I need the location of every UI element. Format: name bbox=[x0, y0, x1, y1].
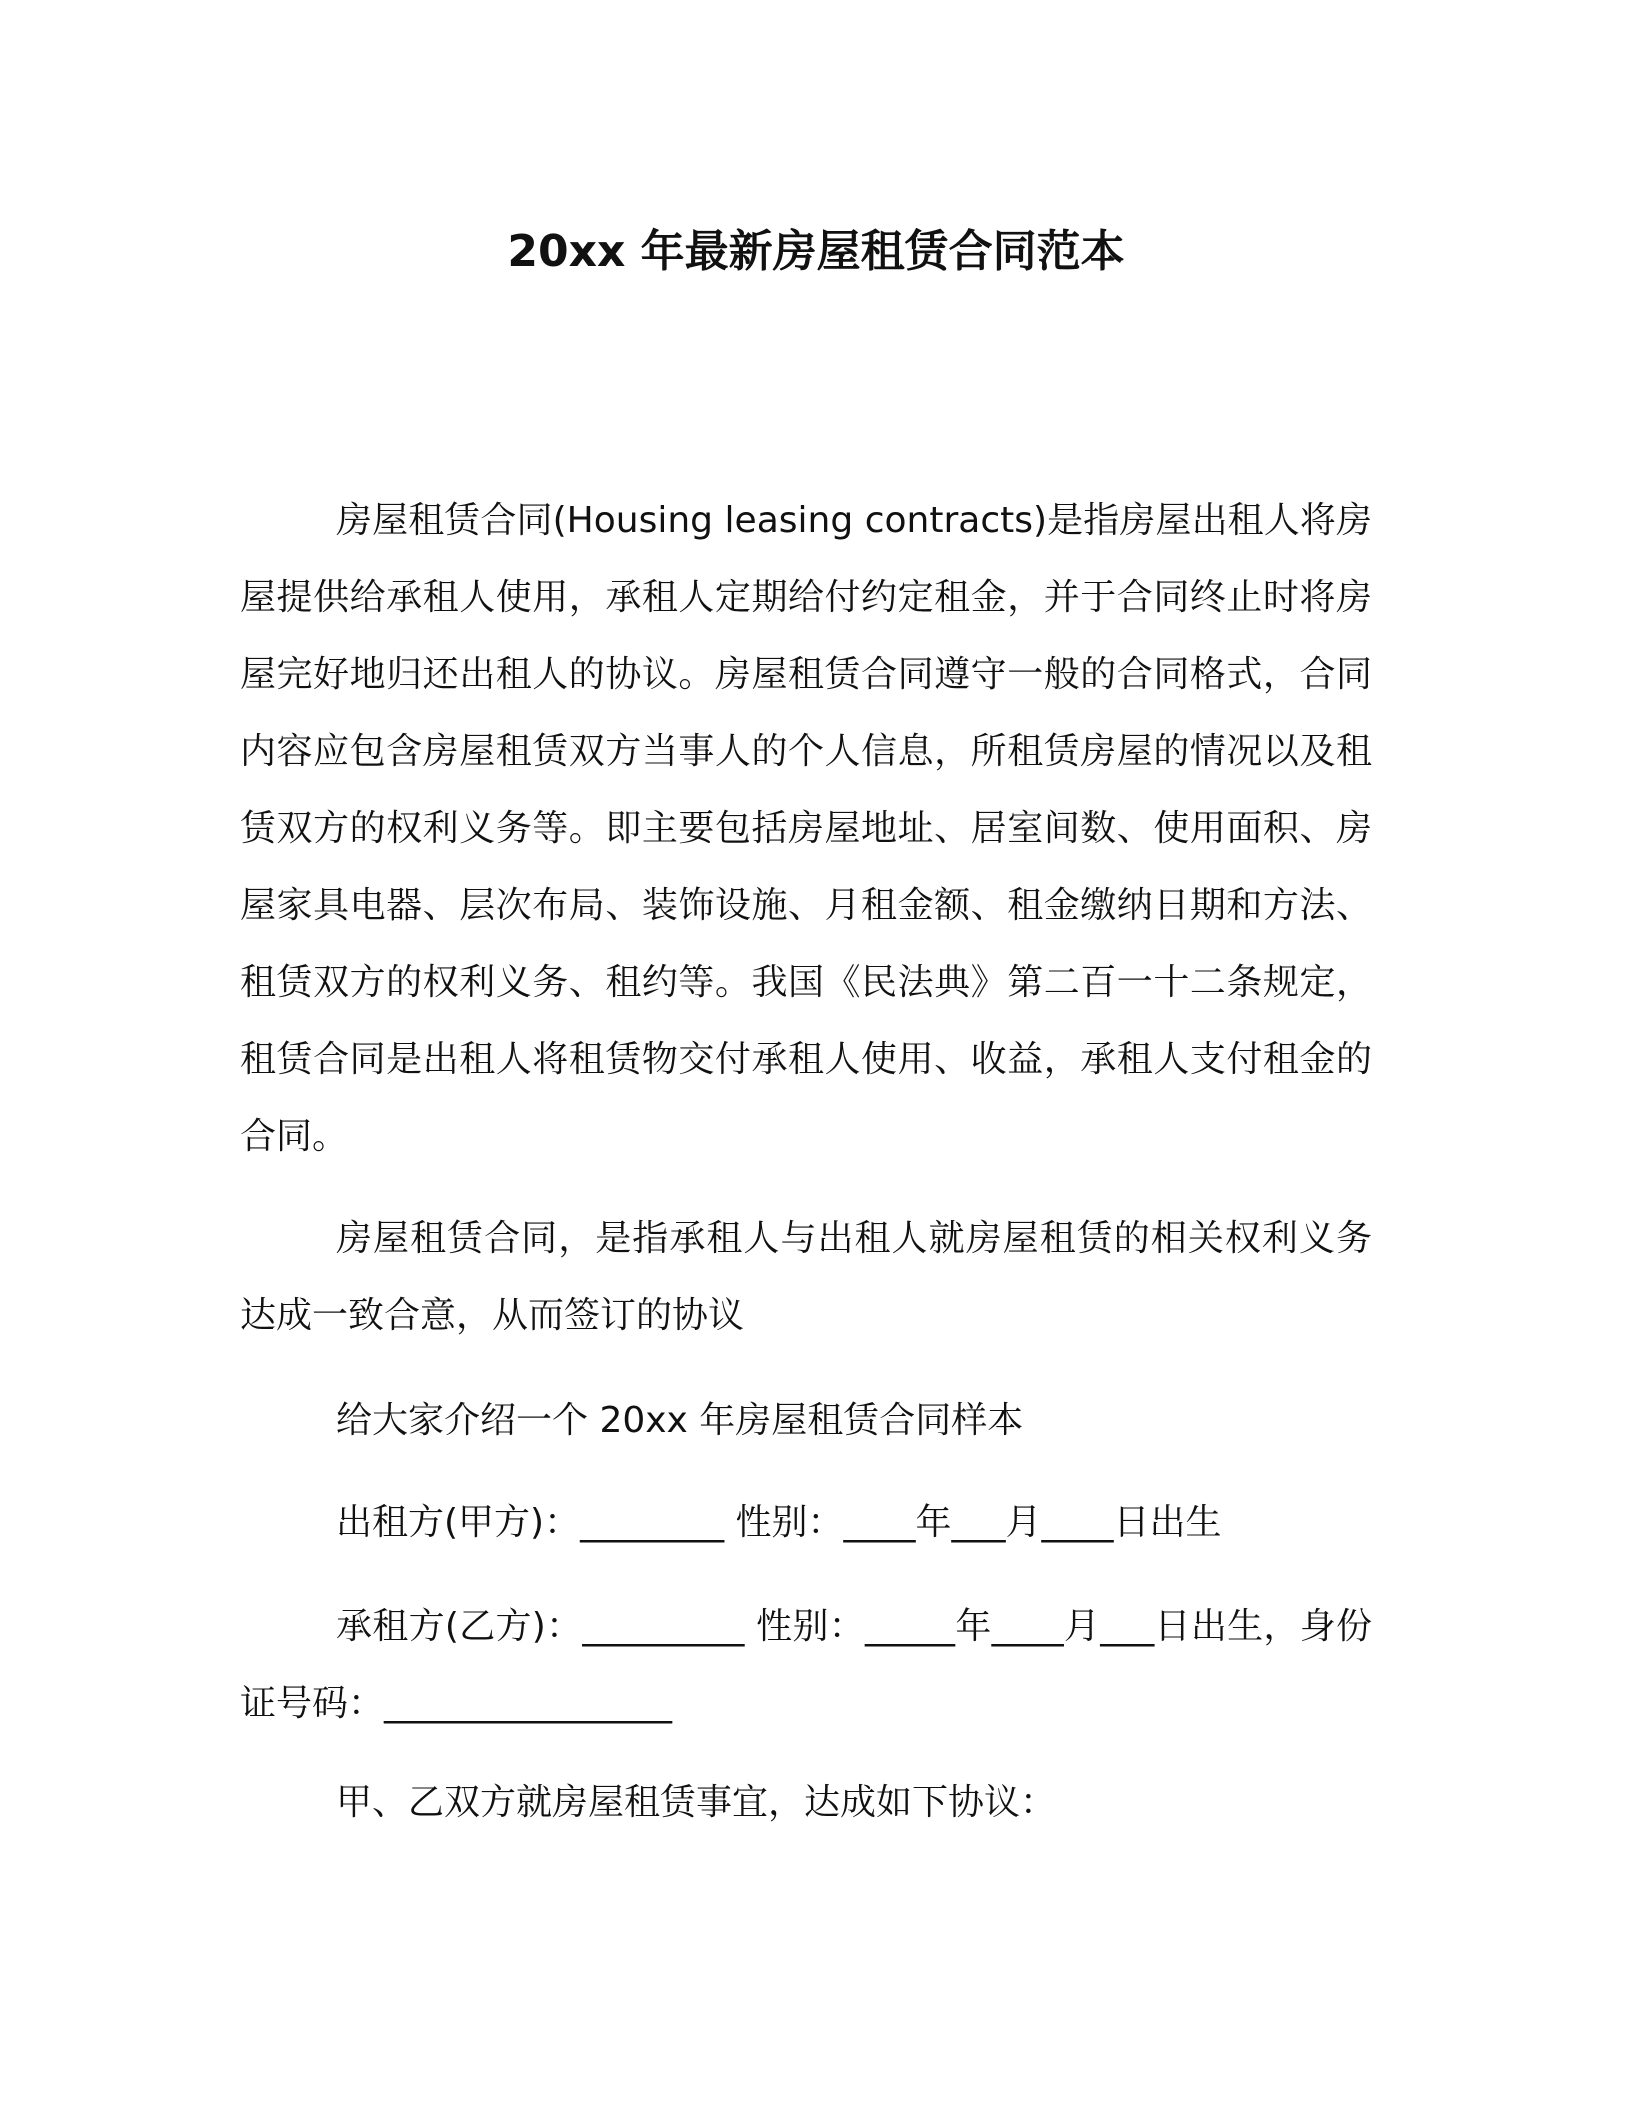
paragraph-summary: 房屋租赁合同，是指承租人与出租人就房屋租赁的相关权利义务达成一致合意，从而签订的协议 bbox=[240, 1218, 1372, 1336]
paragraph-intro: 给大家介绍一个 20xx 年房屋租赁合同样本 bbox=[336, 1400, 1024, 1441]
paragraph-definition: 房屋租赁合同(Housing leasing contracts)是指房屋出租人将房屋提供给承租人使用，承租人定期给付约定租金，并于合同终止时将房屋完好地归还出租人的协议。房屋租赁合同遵守一般的合同格式，合同内容应包含房屋租赁双方当事人的个人信息，所租赁房屋的情况以及租赁双方的权利义务等。即主要包括房屋地址、居室间数、使用面积、房屋家具电器、层次布局、装饰设施、月租金额、租金缴纳日期和方法、租赁双方的权利义务、租约等。我国《民法典》第二百一十二条规定，租赁合同是出租人将租赁物交付承租人使用、收益，承租人支付租金的合同。 bbox=[240, 500, 1372, 1157]
agreement-lead-in: 甲、乙双方就房屋租赁事宜，达成如下协议： bbox=[336, 1782, 1057, 1823]
document-title: 20xx 年最新房屋租赁合同范本 bbox=[507, 226, 1125, 277]
lessee-info-line: 承租方(乙方)：_________ 性别：_____年____月___日出生，身份证号码：________________ bbox=[240, 1606, 1372, 1724]
lessor-info-line: 出租方(甲方)：________ 性别：____年___月____日出生 bbox=[336, 1502, 1222, 1543]
